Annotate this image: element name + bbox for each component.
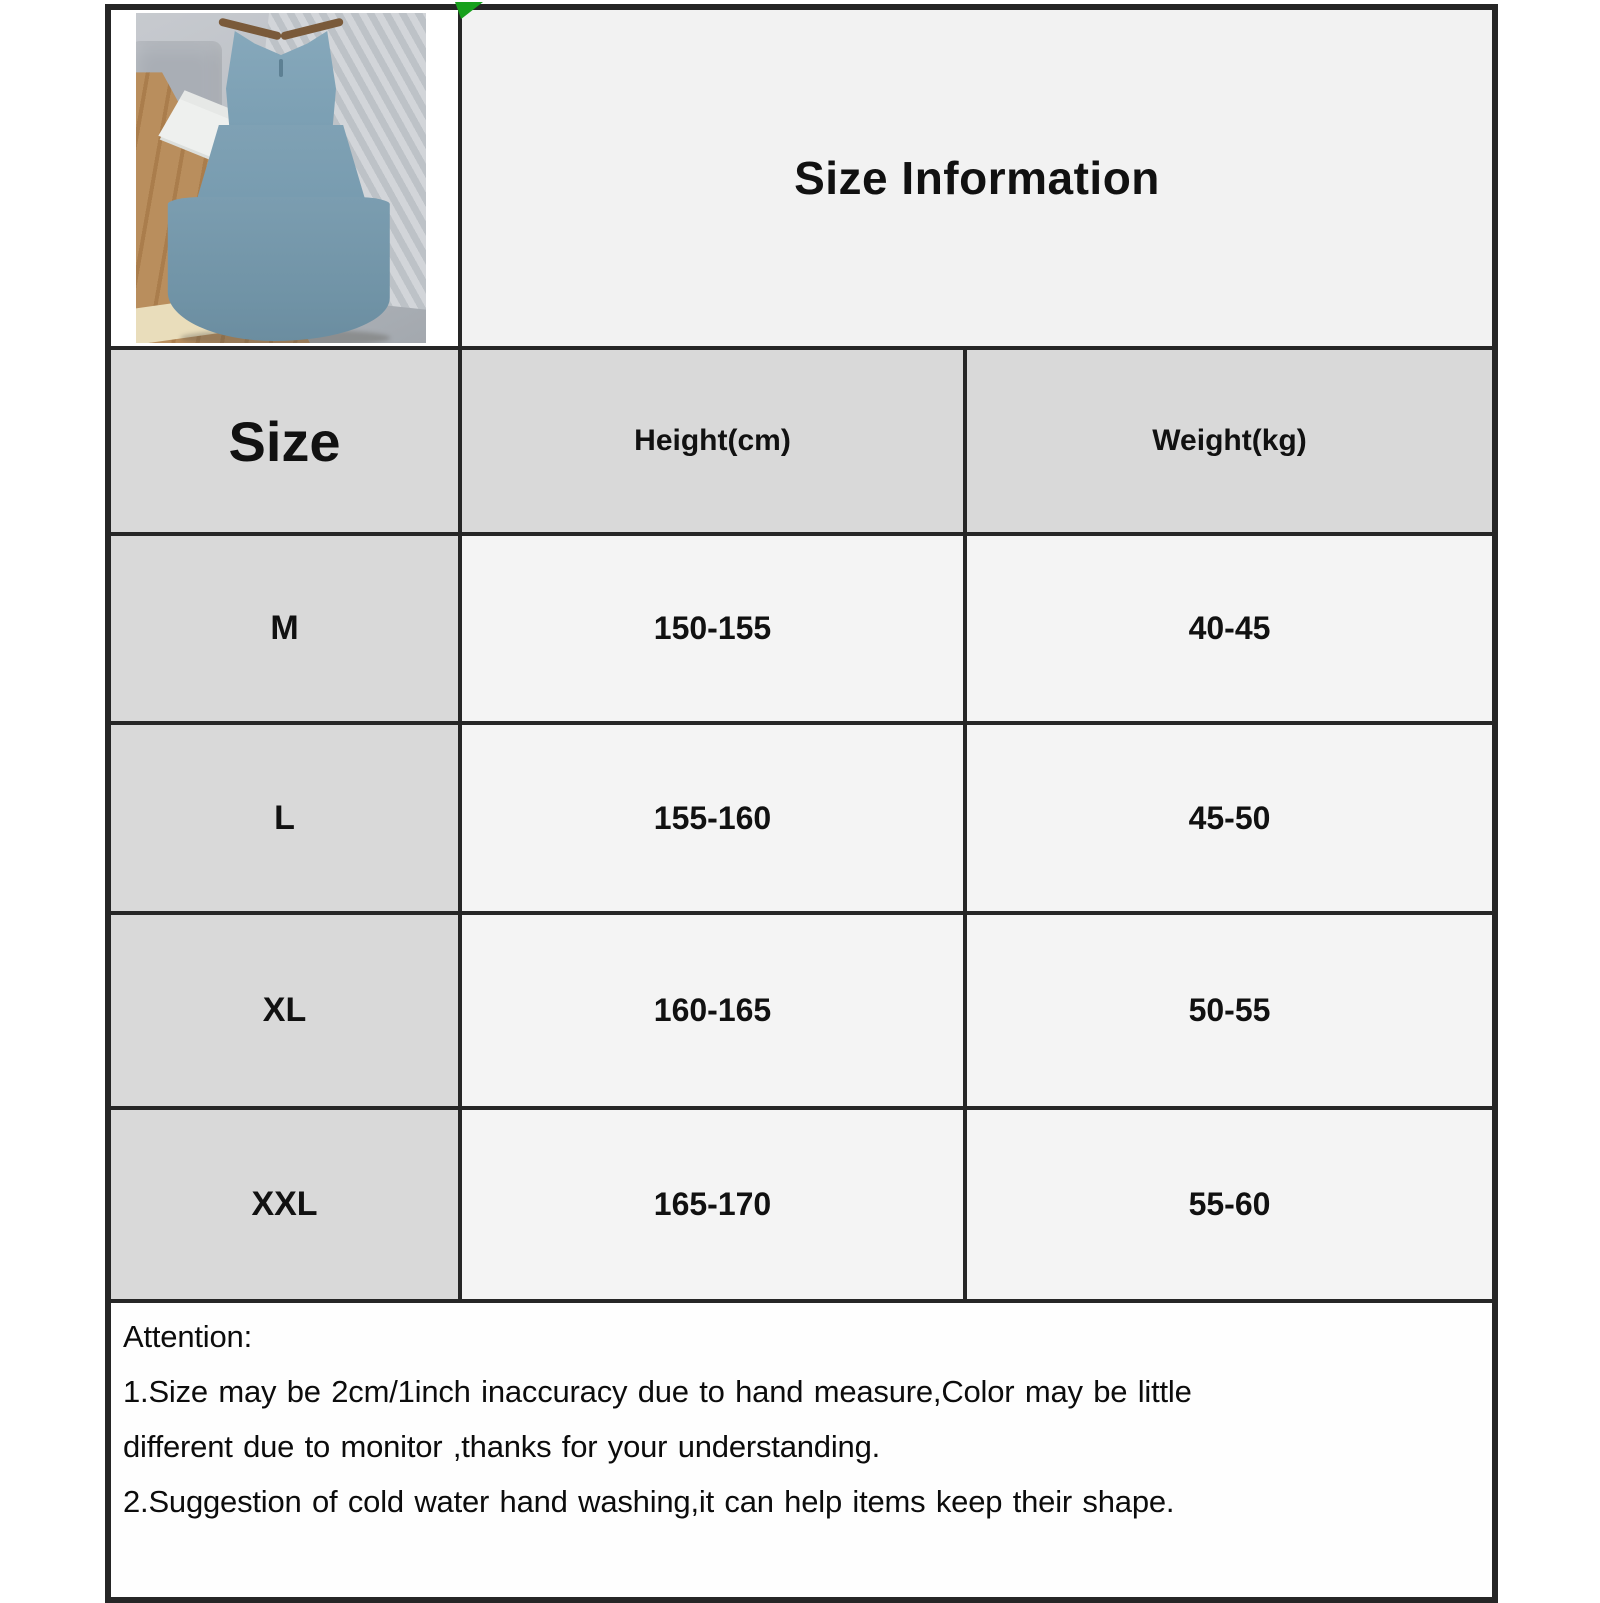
cell-weight-m: 40-45 [965, 534, 1495, 723]
cell-size-xl: XL [108, 913, 460, 1108]
cell-size-xxl: XXL [108, 1108, 460, 1301]
cell-size-l: L [108, 723, 460, 913]
page-title: Size Information [460, 7, 1495, 348]
dress-keyhole [279, 59, 283, 77]
size-table [105, 4, 1498, 1603]
product-photo-cell [108, 7, 460, 348]
table-row [108, 1108, 1495, 1301]
cell-height-l: 155-160 [460, 723, 965, 913]
cell-weight-xxl: 55-60 [965, 1108, 1495, 1301]
cell-size-m: M [108, 534, 460, 723]
column-header-size: Size [108, 348, 460, 534]
column-header-weight: Weight(kg) [965, 348, 1495, 534]
cell-weight-xl: 50-55 [965, 913, 1495, 1108]
product-photo [136, 13, 426, 343]
column-header-height: Height(cm) [460, 348, 965, 534]
attention-note [108, 1301, 1495, 1600]
dress-skirt [168, 197, 390, 341]
attention-heading: Attention: [123, 1319, 252, 1354]
cell-height-m: 150-155 [460, 534, 965, 723]
attention-line-3: 2.Suggestion of cold water hand washing,it can help items keep their shape. [123, 1484, 1175, 1519]
attention-line-1: 1.Size may be 2cm/1inch inaccuracy due to hand measure,Color may be little [123, 1374, 1192, 1409]
table-row [108, 534, 1495, 723]
cell-height-xxl: 165-170 [460, 1108, 965, 1301]
dress-middle-tier [197, 125, 365, 199]
cell-height-xl: 160-165 [460, 913, 965, 1108]
size-chart [105, 4, 1498, 1603]
cell-weight-l: 45-50 [965, 723, 1495, 913]
table-row [108, 723, 1495, 913]
table-row [108, 913, 1495, 1108]
attention-line-2: different due to monitor ,thanks for your understanding. [123, 1429, 881, 1464]
